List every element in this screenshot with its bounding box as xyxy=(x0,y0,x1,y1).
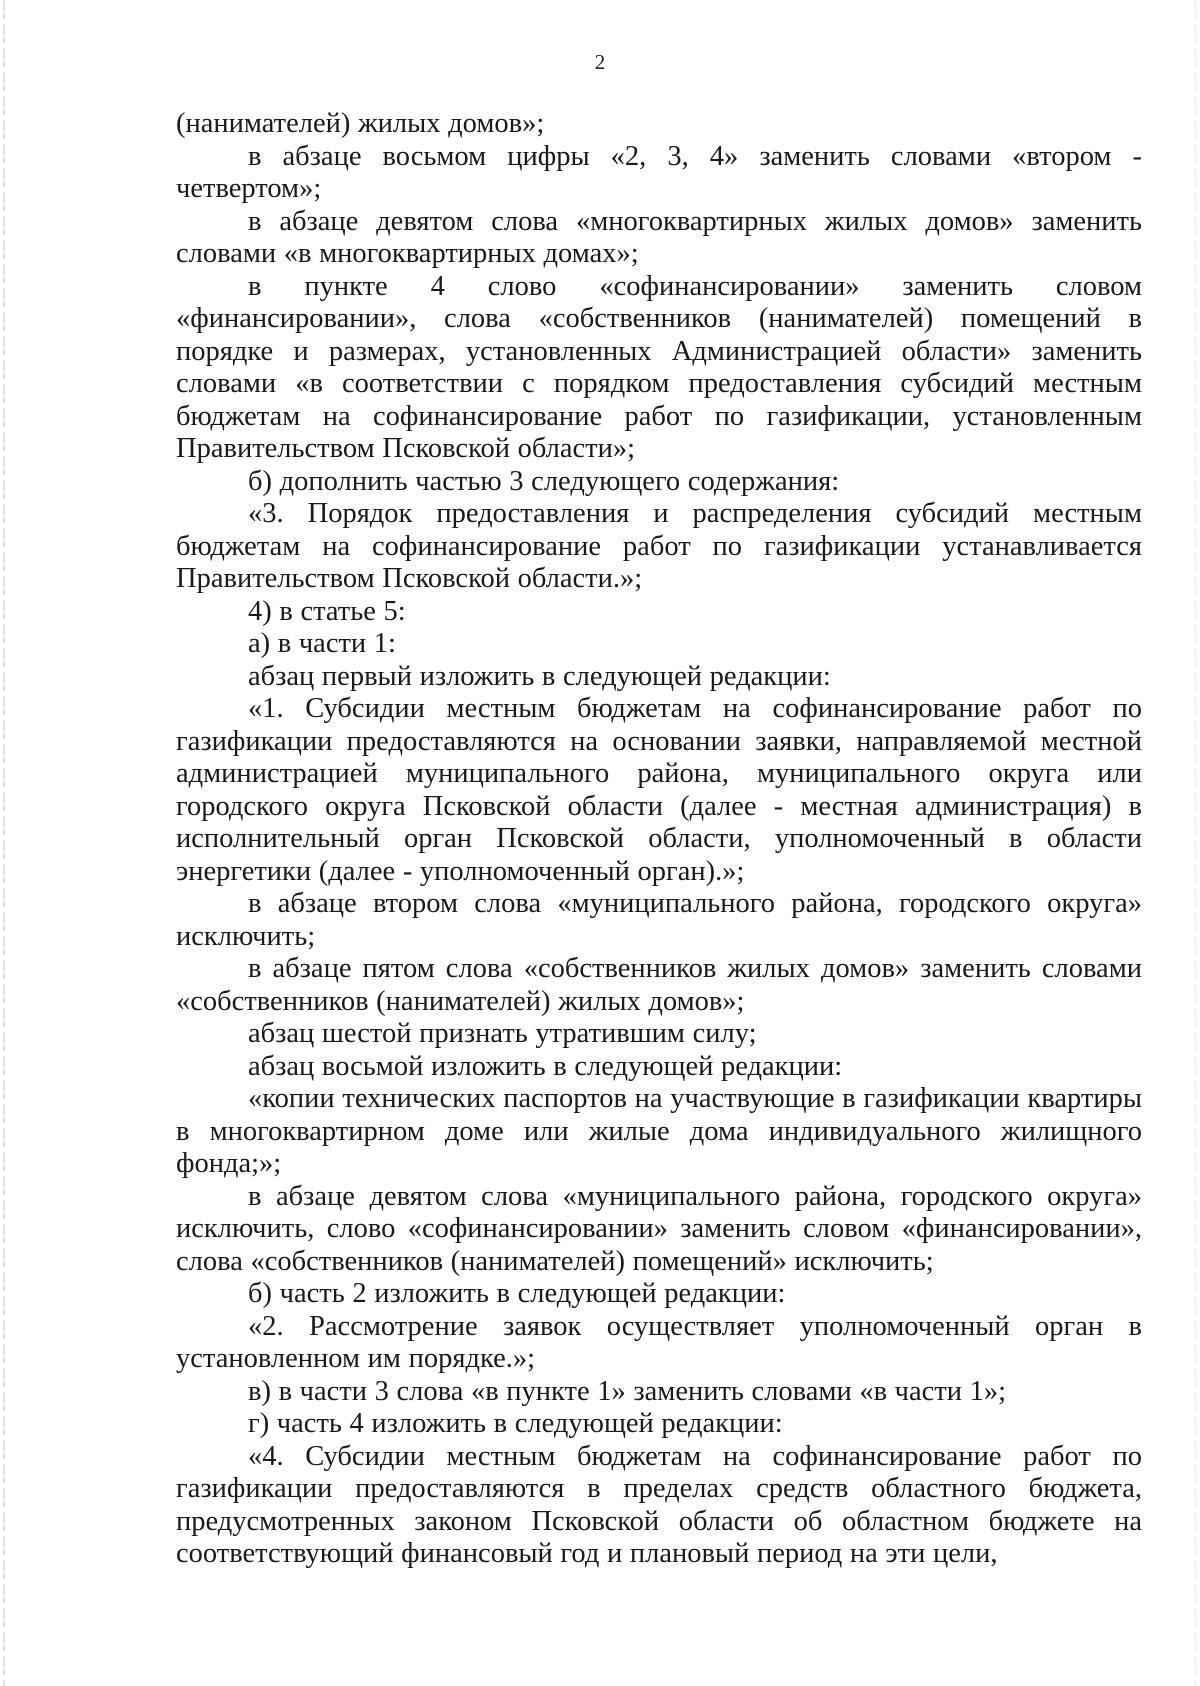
paragraph-19: в) в части 3 слова «в пункте 1» заменить словами «в части 1»; xyxy=(248,1375,1007,1407)
paragraph-9: абзац первый изложить в следующей редакции: xyxy=(248,660,831,692)
paragraph-6: «3. Порядок предоставления и распределения субсидий местным бюджетам на софинансирование работ по газификации устанавливается Правительством Псковской области.»; xyxy=(176,498,1142,594)
paragraph-5: б) дополнить частью 3 следующего содержания: xyxy=(248,465,840,497)
scan-left-edge xyxy=(3,0,5,1686)
paragraph-10: «1. Субсидии местным бюджетам на софинансирование работ по газификации предоставляются на основании заявки, направляемой местной администрацией муниципального района, муниципального округа или городского округа Псковской области (далее - местная администрация) в исполнительный орган Псковской области, уполномоченный в области энергетики (далее - уполномоченный орган).»; xyxy=(176,693,1142,887)
paragraph-15: «копии технических паспортов на участвующие в газификации квартиры в многоквартирном доме или жилые дома индивидуального жилищного фонда;»; xyxy=(176,1083,1142,1179)
paragraph-1: (нанимателей) жилых домов»; xyxy=(176,108,545,139)
paragraph-18: «2. Рассмотрение заявок осуществляет уполномоченный орган в установленном им порядке.»; xyxy=(176,1310,1142,1374)
paragraph-17: б) часть 2 изложить в следующей редакции: xyxy=(248,1278,786,1309)
paragraph-13: абзац шестой признать утратившим силу; xyxy=(248,1018,757,1049)
paragraph-4: в пункте 4 слово «софинансировании» заменить словом «финансировании», слова «собственников (нанимателей) помещений в порядке и размерах, установленных Администрацией области» заменить словами «в соответствии с порядком предоставления субсидий местным бюджетам на софинансирование работ по газификации, установленным Правительством Псковской области»; xyxy=(176,270,1142,464)
paragraph-16: в абзаце девятом слова «муниципального района, городского округа» исключить, слово «софинансировании» заменить словом «финансировании», слова «собственников (нанимателей) помещений» исключить; xyxy=(176,1180,1142,1277)
paragraph-20: г) часть 4 изложить в следующей редакции: xyxy=(248,1408,783,1439)
document-body xyxy=(176,108,1142,1571)
paragraph-7: 4) в статье 5: xyxy=(248,595,406,627)
paragraph-21: «4. Субсидии местным бюджетам на софинансирование работ по газификации предоставляются в пределах средств областного бюджета, предусмотренных законом Псковской области об областном бюджете на соответствующий финансовый год и плановый период на эти цели, xyxy=(176,1440,1142,1569)
paragraph-12: в абзаце пятом слова «собственников жилых домов» заменить словами «собственников (нанимателей) жилых домов»; xyxy=(176,953,1142,1017)
paragraph-8: а) в части 1: xyxy=(248,628,396,659)
paragraph-11: в абзаце втором слова «муниципального района, городского округа» исключить; xyxy=(176,888,1142,952)
paragraph-14: абзац восьмой изложить в следующей редакции: xyxy=(248,1050,843,1082)
paragraph-3: в абзаце девятом слова «многоквартирных жилых домов» заменить словами «в многоквартирных домах»; xyxy=(176,205,1142,269)
paragraph-2: в абзаце восьмом цифры «2, 3, 4» заменить словами «втором - четвертом»; xyxy=(176,140,1142,204)
scan-right-edge xyxy=(1195,0,1196,1686)
page-number: 2 xyxy=(594,50,606,74)
